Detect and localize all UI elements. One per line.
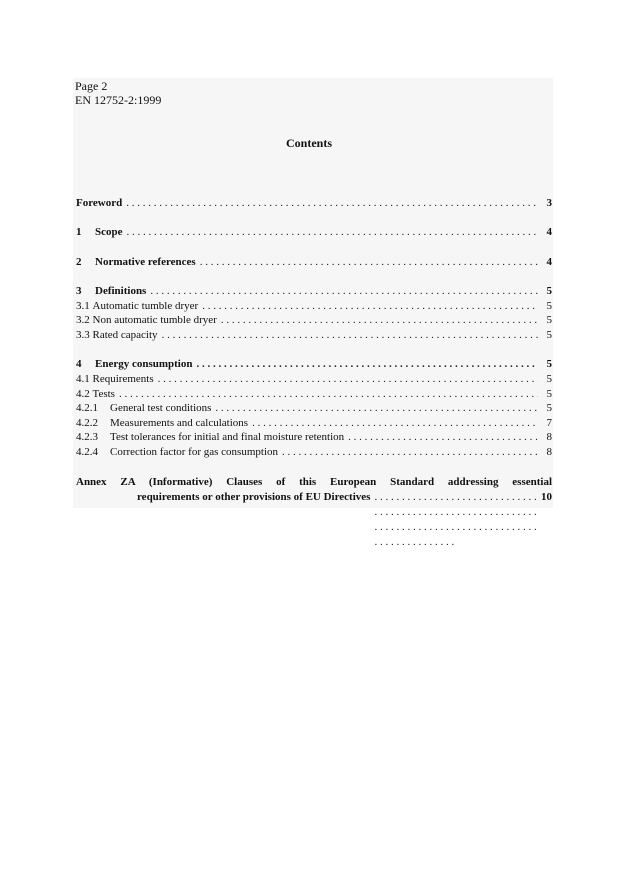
toc-number: 4.2.3 (76, 431, 98, 444)
toc-number: 4.2.4 (76, 445, 98, 458)
toc-entry-test-tolerances[interactable] (76, 430, 552, 445)
toc-entry-general-test-conditions[interactable] (76, 401, 552, 416)
toc-number: 4.2.2 (76, 416, 98, 429)
toc-leader (348, 430, 538, 445)
toc-page: 5 (546, 402, 552, 415)
annex-title-line-2: requirements or other provisions of EU Directives (137, 491, 371, 503)
toc-page: 7 (546, 416, 552, 429)
toc-number: 3.3 (76, 328, 90, 341)
toc-entry-tests[interactable] (76, 387, 552, 402)
toc-title: Foreword (76, 197, 123, 209)
toc-number: 3.1 (76, 299, 90, 312)
toc-page: 5 (546, 314, 552, 327)
toc-leader (150, 284, 538, 299)
toc-entry-energy-consumption[interactable] (76, 357, 552, 372)
toc-leader (202, 299, 538, 314)
toc-entry-normative-references[interactable] (76, 255, 552, 270)
toc-leader (158, 372, 538, 387)
toc-entry-correction-factor[interactable] (76, 445, 552, 460)
toc-page: 5 (546, 387, 552, 400)
toc-title: Tests (92, 387, 115, 400)
toc-page: 10 (541, 491, 552, 503)
toc-entry-definitions[interactable] (76, 284, 552, 299)
toc-leader (162, 328, 538, 343)
toc-title: Automatic tumble dryer (92, 299, 199, 312)
toc-page: 5 (546, 372, 552, 385)
toc-entry-scope[interactable] (76, 225, 552, 240)
toc-number: 1 (76, 226, 82, 239)
toc-leader (119, 387, 538, 402)
annex-title-line-2-row (76, 490, 552, 550)
toc-page: 8 (546, 431, 552, 444)
toc-page: 5 (546, 358, 552, 371)
toc-entry-automatic-tumble-dryer[interactable] (76, 299, 552, 314)
toc-leader (374, 490, 537, 550)
toc-entry-rated-capacity[interactable] (76, 328, 552, 343)
toc-leader (126, 196, 538, 211)
toc-number: 2 (76, 255, 82, 268)
toc-leader (200, 255, 538, 270)
toc-leader (215, 401, 538, 416)
toc-leader (282, 445, 538, 460)
toc-leader (197, 357, 539, 372)
toc-entry-annex-za[interactable] (76, 475, 552, 550)
toc-number: 3 (76, 285, 82, 298)
toc-number: 4.2.1 (76, 402, 98, 415)
toc-number: 4.2 (76, 387, 90, 400)
toc-page: 4 (546, 255, 552, 268)
toc-title: Rated capacity (92, 328, 158, 341)
toc-leader (252, 416, 538, 431)
toc-number: 4.1 (76, 372, 90, 385)
toc-page: 5 (546, 285, 552, 298)
toc-page: 4 (546, 226, 552, 239)
toc-title: Measurements and calculations (110, 416, 249, 429)
toc-title: Non automatic tumble dryer (92, 314, 217, 327)
table-of-contents (76, 196, 552, 460)
toc-number: 4 (76, 358, 82, 371)
toc-title: Energy consumption (95, 358, 193, 371)
toc-title: Definitions (95, 285, 147, 298)
toc-title: General test conditions (110, 402, 212, 415)
toc-title: Test tolerances for initial and final moisture retention (110, 431, 345, 444)
contents-title: Contents (285, 136, 332, 150)
page-number: Page 2 (75, 79, 108, 93)
page-header (75, 79, 161, 107)
standard-number: EN 12752-2:1999 (75, 93, 162, 107)
toc-page: 5 (546, 299, 552, 312)
toc-entry-foreword[interactable] (76, 196, 552, 211)
toc-title: Requirements (92, 372, 154, 385)
toc-entry-requirements[interactable] (76, 372, 552, 387)
toc-leader (221, 313, 538, 328)
toc-entry-non-automatic-tumble-dryer[interactable] (76, 313, 552, 328)
toc-title: Scope (95, 226, 123, 239)
toc-leader (127, 225, 539, 240)
toc-page: 3 (546, 197, 552, 209)
toc-entry-measurements-and-calculations[interactable] (76, 416, 552, 431)
toc-page: 5 (546, 328, 552, 341)
toc-title: Correction factor for gas consumption (110, 445, 279, 458)
annex-title-line-1: Annex ZA (Informative) Clauses of this European Standard addressing essential (76, 476, 552, 488)
toc-page: 8 (546, 445, 552, 458)
toc-title: Normative references (95, 255, 196, 268)
toc-number: 3.2 (76, 314, 90, 327)
